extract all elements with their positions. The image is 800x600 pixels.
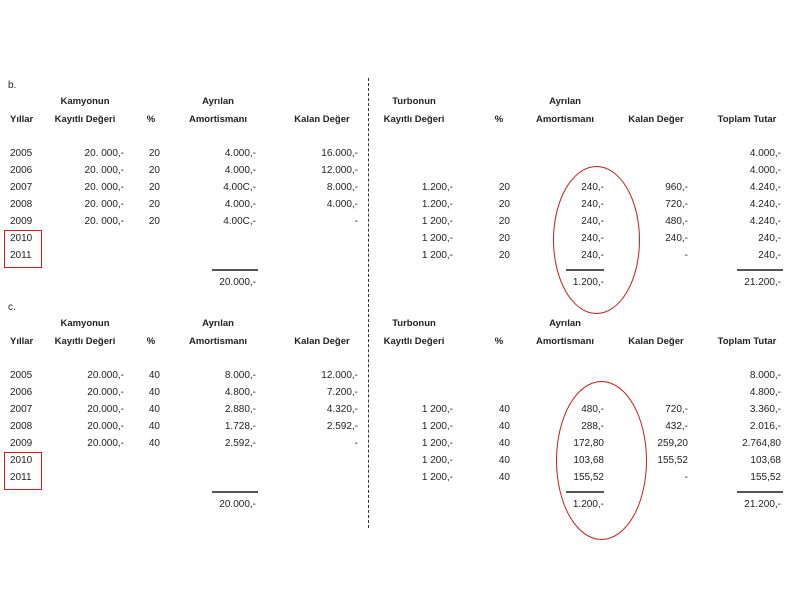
header-turbo-line2: Kayıtlı Değeri (383, 114, 445, 125)
cell-depr: 4.00C,- (223, 182, 256, 193)
header-depr2-line1: Ayrılan (549, 318, 581, 329)
cell-rem: 4.320,- (326, 404, 358, 415)
cell-depr: 8.000,- (224, 370, 256, 381)
cell-turbo: 1 200,- (421, 233, 453, 244)
cell-pct2: 20 (498, 250, 510, 261)
cell-pct2: 40 (498, 421, 510, 432)
cell-depr2: 155,52 (573, 472, 604, 483)
header-truck-line2: Kayıtlı Değeri (54, 114, 116, 125)
total-depr2: 1.200,- (572, 499, 604, 510)
header-depr-line2: Amortismanı (188, 336, 248, 347)
cell-turbo: 1 200,- (421, 216, 453, 227)
header-total: Toplam Tutar (717, 336, 777, 347)
total-depr: 20.000,- (219, 277, 256, 288)
cell-year: 2010 (10, 233, 33, 244)
cell-total: 2.764,80 (742, 438, 781, 449)
highlight-oval-turbo-depreciation (553, 166, 640, 314)
cell-pct: 20 (148, 165, 160, 176)
header-years: Yıllar (10, 114, 34, 125)
cell-total: 4.800,- (749, 387, 781, 398)
cell-rem2: 432,- (665, 421, 688, 432)
cell-turbo: 1 200,- (421, 455, 453, 466)
cell-rem2: 720,- (665, 404, 688, 415)
header-remaining: Kalan Değer (294, 114, 350, 125)
header-depr-line1: Ayrılan (202, 96, 234, 107)
header-depr2-line2: Amortismanı (535, 114, 595, 125)
cell-depr: 4.00C,- (223, 216, 256, 227)
cell-turbo: 1 200,- (421, 472, 453, 483)
cell-rem: 2.592,- (326, 421, 358, 432)
cell-total: 103,68 (750, 455, 781, 466)
cell-rem: 4.000,- (326, 199, 358, 210)
cell-year: 2009 (10, 216, 33, 227)
cell-pct2: 40 (498, 438, 510, 449)
header-turbo-line1: Turbonun (392, 318, 436, 329)
cell-year: 2009 (10, 438, 33, 449)
header-remaining2: Kalan Değer (628, 114, 684, 125)
cell-total: 3.360,- (749, 404, 781, 415)
cell-total: 8.000,- (749, 370, 781, 381)
cell-year: 2007 (10, 404, 33, 415)
cell-depr2: 172,80 (573, 438, 604, 449)
cell-truck: 20. 000,- (84, 148, 124, 159)
cell-rem2: 720,- (665, 199, 688, 210)
cell-truck: 20.000,- (87, 370, 124, 381)
cell-truck: 20.000,- (87, 421, 124, 432)
cell-truck: 20. 000,- (84, 199, 124, 210)
cell-rem2: 960,- (665, 182, 688, 193)
total-underline (737, 491, 783, 493)
cell-depr: 4.800,- (224, 387, 256, 398)
cell-year: 2010 (10, 455, 33, 466)
cell-turbo: 1 200,- (421, 250, 453, 261)
highlight-oval-turbo-depreciation (556, 381, 647, 540)
cell-pct: 40 (148, 421, 160, 432)
header-turbo-line2: Kayıtlı Değeri (383, 336, 445, 347)
total-underline (212, 269, 258, 271)
cell-rem: 8.000,- (326, 182, 358, 193)
cell-year: 2006 (10, 387, 33, 398)
header-pct: % (146, 336, 156, 347)
cell-truck: 20.000,- (87, 438, 124, 449)
cell-year: 2011 (10, 472, 32, 483)
cell-depr: 1.728,- (224, 421, 256, 432)
cell-truck: 20.000,- (87, 404, 124, 415)
cell-rem2: - (684, 472, 688, 483)
cell-pct2: 20 (498, 199, 510, 210)
total-sum: 21.200,- (744, 499, 781, 510)
total-underline (737, 269, 783, 271)
header-remaining: Kalan Değer (294, 336, 350, 347)
cell-pct2: 40 (498, 472, 510, 483)
cell-rem: 16.000,- (321, 148, 358, 159)
cell-year: 2006 (10, 165, 33, 176)
cell-truck: 20.000,- (87, 387, 124, 398)
cell-rem2: 259,20 (657, 438, 688, 449)
cell-depr2: 480,- (581, 404, 604, 415)
header-depr-line1: Ayrılan (202, 318, 234, 329)
cell-truck: 20. 000,- (84, 165, 124, 176)
cell-pct2: 20 (498, 233, 510, 244)
cell-year: 2005 (10, 148, 33, 159)
cell-total: 155,52 (750, 472, 781, 483)
cell-rem: 12.000,- (321, 370, 358, 381)
cell-depr: 4.000,- (224, 148, 256, 159)
cell-pct2: 20 (498, 216, 510, 227)
header-pct: % (146, 114, 156, 125)
header-pct2: % (494, 336, 504, 347)
cell-depr: 4.000,- (224, 165, 256, 176)
cell-depr2: 240,- (581, 199, 604, 210)
cell-depr: 2.880,- (224, 404, 256, 415)
cell-rem2: 480,- (665, 216, 688, 227)
cell-total: 2.016,- (749, 421, 781, 432)
header-years: Yıllar (10, 336, 34, 347)
cell-rem: 12.000,- (321, 165, 358, 176)
cell-depr: 4.000,- (224, 199, 256, 210)
cell-total: 4.000,- (749, 165, 781, 176)
cell-year: 2008 (10, 421, 33, 432)
cell-total: 4.000,- (749, 148, 781, 159)
total-depr2: 1.200,- (572, 277, 604, 288)
cell-pct2: 40 (498, 455, 510, 466)
cell-total: 4.240,- (749, 216, 781, 227)
cell-turbo: 1 200,- (421, 404, 453, 415)
cell-total: 4.240,- (749, 182, 781, 193)
cell-rem: 7.200,- (326, 387, 358, 398)
header-turbo-line1: Turbonun (392, 96, 436, 107)
cell-pct: 40 (148, 438, 160, 449)
column-divider (368, 78, 369, 528)
header-depr-line2: Amortismanı (188, 114, 248, 125)
cell-pct2: 20 (498, 182, 510, 193)
cell-truck: 20. 000,- (84, 182, 124, 193)
header-pct2: % (494, 114, 504, 125)
cell-depr2: 103,68 (573, 455, 604, 466)
cell-pct: 20 (148, 199, 160, 210)
cell-rem2: 155,52 (657, 455, 688, 466)
header-depr2-line1: Ayrılan (549, 96, 581, 107)
header-truck-line2: Kayıtlı Değeri (54, 336, 116, 347)
highlight-box-years (4, 230, 42, 268)
cell-pct: 20 (148, 216, 160, 227)
cell-pct2: 40 (498, 404, 510, 415)
cell-pct: 40 (148, 404, 160, 415)
cell-year: 2005 (10, 370, 33, 381)
header-truck-line1: Kamyonun (60, 318, 110, 329)
section-label: b. (8, 80, 17, 91)
cell-pct: 20 (148, 182, 160, 193)
cell-depr: 2.592,- (224, 438, 256, 449)
cell-pct: 40 (148, 387, 160, 398)
section-label: c. (8, 302, 16, 313)
cell-rem2: - (684, 250, 688, 261)
header-total: Toplam Tutar (717, 114, 777, 125)
cell-rem: - (354, 216, 358, 227)
cell-depr2: 240,- (581, 216, 604, 227)
cell-turbo: 1 200,- (421, 421, 453, 432)
cell-year: 2007 (10, 182, 33, 193)
total-depr: 20.000,- (219, 499, 256, 510)
cell-year: 2011 (10, 250, 32, 261)
cell-rem: - (354, 438, 358, 449)
cell-pct: 20 (148, 148, 160, 159)
cell-total: 240,- (758, 233, 781, 244)
cell-total: 4.240,- (749, 199, 781, 210)
cell-turbo: 1 200,- (421, 438, 453, 449)
cell-pct: 40 (148, 370, 160, 381)
cell-year: 2008 (10, 199, 33, 210)
header-depr2-line2: Amortismanı (535, 336, 595, 347)
total-underline (212, 491, 258, 493)
cell-depr2: 240,- (581, 250, 604, 261)
cell-depr2: 288,- (581, 421, 604, 432)
total-sum: 21.200,- (744, 277, 781, 288)
header-truck-line1: Kamyonun (60, 96, 110, 107)
header-remaining2: Kalan Değer (628, 336, 684, 347)
cell-rem2: 240,- (665, 233, 688, 244)
cell-total: 240,- (758, 250, 781, 261)
highlight-box-years (4, 452, 42, 490)
cell-depr2: 240,- (581, 233, 604, 244)
cell-turbo: 1.200,- (421, 199, 453, 210)
cell-truck: 20. 000,- (84, 216, 124, 227)
cell-depr2: 240,- (581, 182, 604, 193)
cell-turbo: 1.200,- (421, 182, 453, 193)
